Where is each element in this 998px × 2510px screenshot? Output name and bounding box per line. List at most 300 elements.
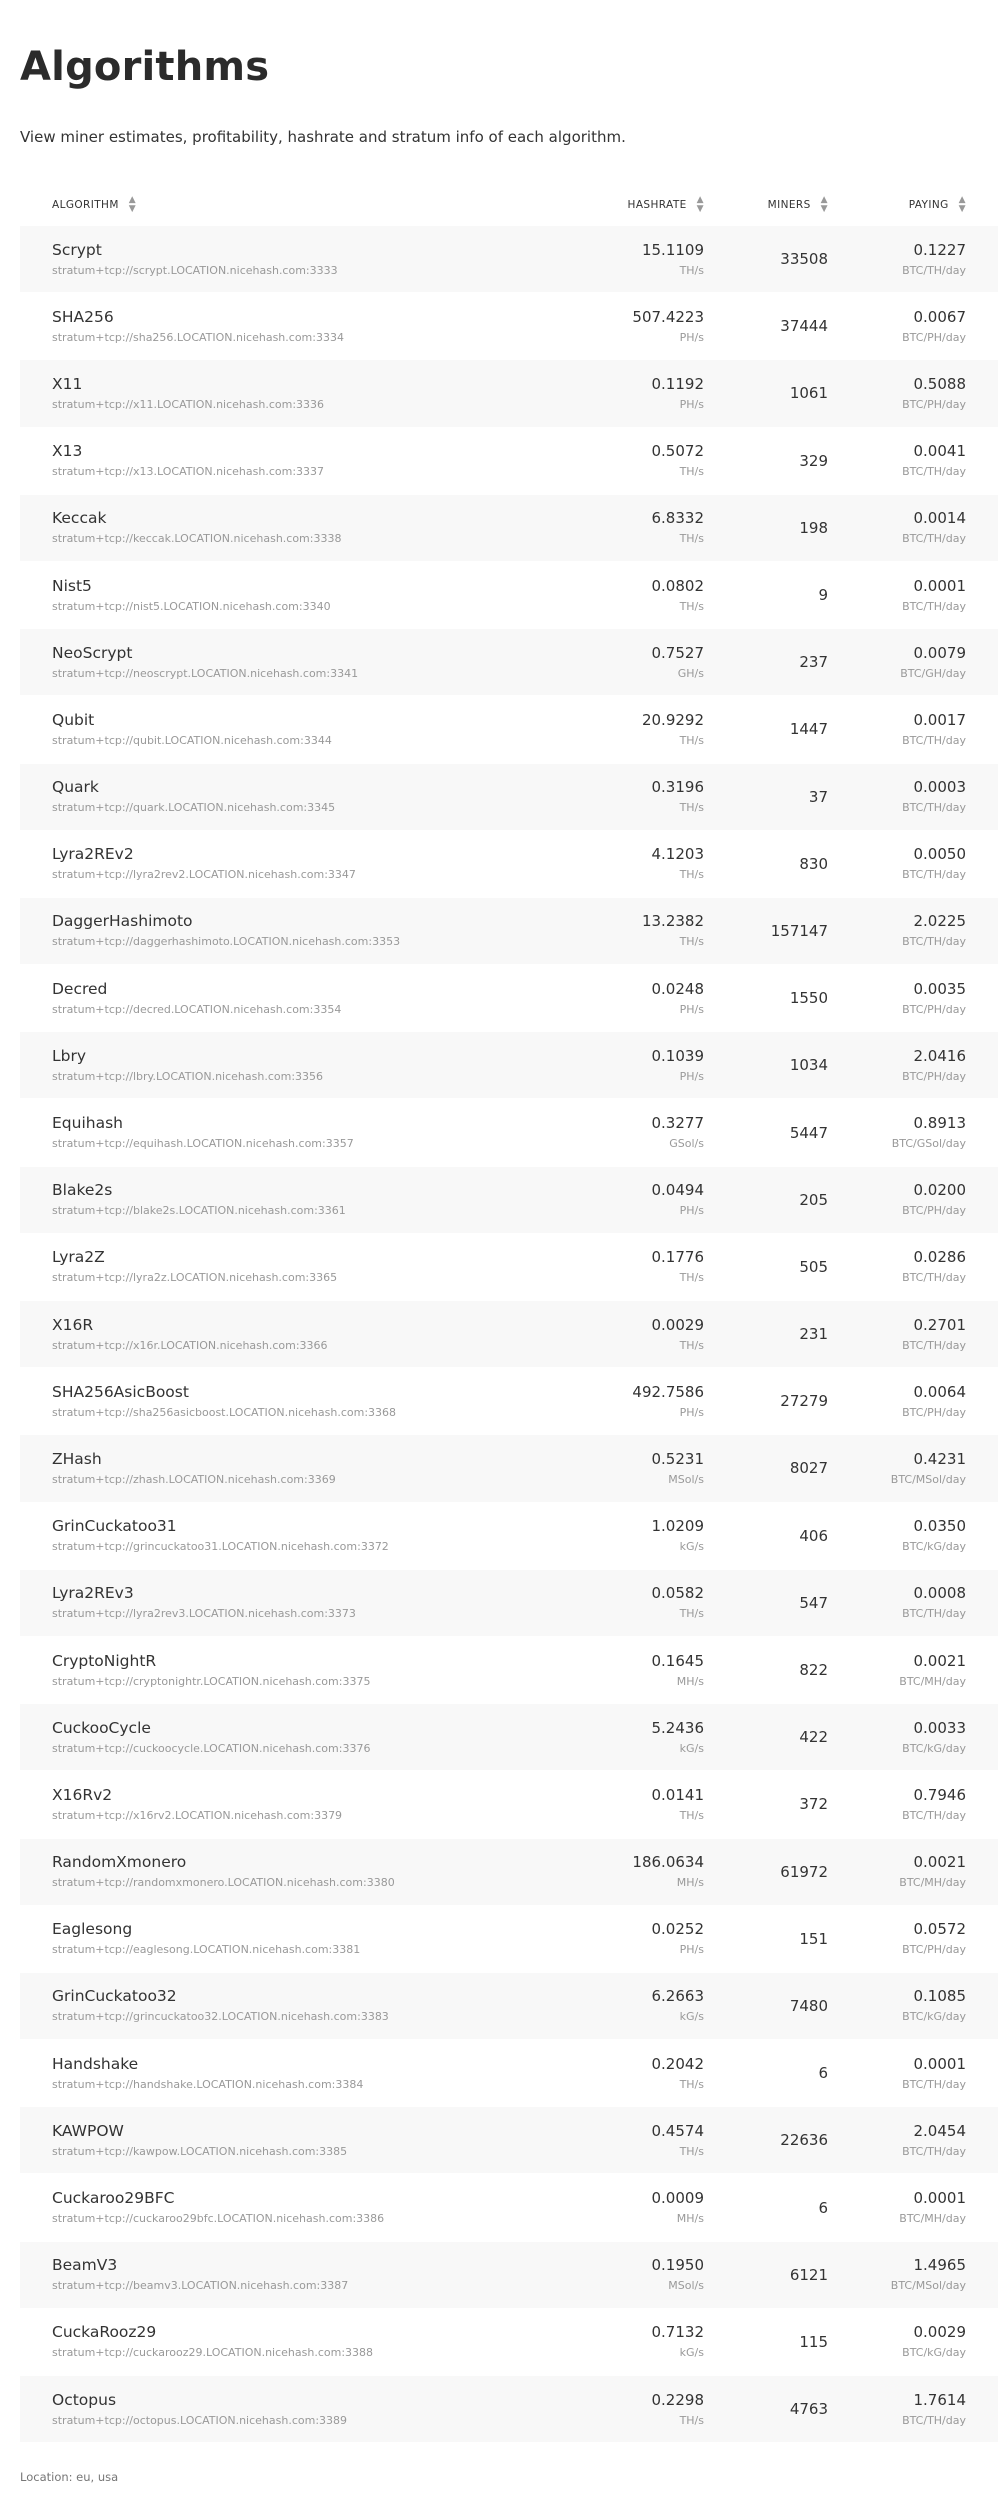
algorithm-name[interactable]: KAWPOW [52,2121,124,2140]
hashrate-value: 0.1645 [651,1651,704,1670]
stratum-url: stratum+tcp://blake2s.LOCATION.nicehash.com:3361 [52,1204,346,1218]
miners-value: 8027 [789,1459,828,1478]
paying-unit: BTC/kG/day [902,1540,966,1554]
stratum-url: stratum+tcp://grincuckatoo32.LOCATION.nicehash.com:3383 [52,2010,389,2024]
hashrate-unit: TH/s [679,1607,704,1621]
miners-value: 157147 [770,921,828,940]
miners-value: 22636 [780,2131,828,2150]
sort-arrows-icon[interactable]: ▲ ▼ [696,195,704,214]
hashrate-value: 0.0582 [651,1584,704,1603]
hashrate-cell [592,441,704,480]
hashrate-unit: TH/s [679,1271,704,1285]
paying-unit: BTC/TH/day [902,1271,966,1285]
miners-cell [704,250,828,268]
hashrate-unit: TH/s [679,1338,704,1352]
column-header-paying[interactable] [828,196,966,214]
miners-cell [704,452,828,470]
hashrate-cell [592,2255,704,2294]
table-row[interactable] [20,1435,998,1502]
paying-value: 0.4231 [913,1449,966,1468]
miners-cell [704,788,828,806]
column-header-hashrate[interactable] [592,196,704,214]
algorithm-name[interactable]: Blake2s [52,1181,113,1200]
miners-value: 115 [799,2332,828,2351]
algorithm-cell [20,1516,592,1555]
paying-cell [828,979,966,1018]
paying-cell [828,1247,966,1286]
hashrate-cell [592,1180,704,1219]
miners-cell [704,1056,828,1074]
algorithm-cell [20,1919,592,1958]
miners-cell [704,1191,828,1209]
miners-cell [704,1661,828,1679]
algorithm-name[interactable]: Lyra2Z [52,1248,105,1267]
hashrate-cell [592,1718,704,1757]
paying-cell [828,2322,966,2361]
hashrate-cell [592,1583,704,1622]
hashrate-value: 0.0252 [651,1920,704,1939]
algorithm-name[interactable]: Octopus [52,2390,117,2409]
table-row[interactable] [20,1167,998,1234]
miners-value: 237 [799,653,828,672]
algorithm-cell [20,1247,592,1286]
paying-cell [828,1583,966,1622]
column-header-algorithm[interactable] [20,196,592,214]
paying-cell [828,374,966,413]
paying-cell [828,1382,966,1421]
paying-cell [828,844,966,883]
stratum-url: stratum+tcp://eaglesong.LOCATION.nicehash.com:3381 [52,1943,361,1957]
algorithm-name[interactable]: Equihash [52,1114,123,1133]
algorithm-cell [20,1113,592,1152]
paying-cell [828,307,966,346]
paying-cell [828,1785,966,1824]
table-row[interactable] [20,1301,998,1368]
paying-unit: BTC/TH/day [902,1338,966,1352]
miners-value: 7480 [789,1996,828,2015]
algorithm-name[interactable]: CuckaRooz29 [52,2323,157,2342]
miners-cell [704,989,828,1007]
table-row[interactable] [20,2242,998,2309]
table-row[interactable] [20,360,998,427]
algorithm-name[interactable]: X13 [52,442,83,461]
table-row[interactable] [20,226,998,293]
table-row[interactable] [20,1234,998,1301]
algorithm-name[interactable]: Eaglesong [52,1920,133,1939]
algorithm-name[interactable]: GrinCuckatoo32 [52,1987,177,2006]
miners-cell [704,2266,828,2284]
paying-unit: BTC/PH/day [902,1943,966,1957]
hashrate-value: 0.2298 [651,2390,704,2409]
hashrate-value: 0.1950 [651,2256,704,2275]
miners-value: 9 [818,586,828,605]
hashrate-cell [592,1315,704,1354]
hashrate-cell [592,2054,704,2093]
miners-value: 5447 [789,1123,828,1142]
paying-value: 2.0454 [913,2121,966,2140]
sort-arrows-icon[interactable]: ▲ ▼ [958,195,966,214]
stratum-url: stratum+tcp://cuckaroo29bfc.LOCATION.nicehash.com:3386 [52,2212,385,2226]
hashrate-unit: MH/s [676,1876,704,1890]
paying-value: 0.0041 [913,442,966,461]
algorithm-name[interactable]: Keccak [52,509,107,528]
miners-value: 6 [818,2198,828,2217]
column-header-label: PAYING [908,199,949,211]
hashrate-value: 13.2382 [641,912,704,931]
table-row[interactable] [20,293,998,360]
paying-unit: BTC/TH/day [902,599,966,613]
stratum-url: stratum+tcp://quark.LOCATION.nicehash.com:3345 [52,801,336,815]
algorithm-cell [20,1651,592,1690]
table-row[interactable] [20,2376,998,2443]
stratum-url: stratum+tcp://kawpow.LOCATION.nicehash.com:3385 [52,2144,348,2158]
paying-cell [828,1919,966,1958]
algorithm-cell [20,441,592,480]
miners-cell [704,317,828,335]
hashrate-unit: MSol/s [668,1472,704,1486]
paying-cell [828,777,966,816]
sort-arrows-icon[interactable]: ▲ ▼ [820,195,828,214]
paying-value: 1.4965 [913,2256,966,2275]
paying-value: 2.0416 [913,1046,966,1065]
hashrate-cell [592,240,704,279]
algorithm-cell [20,1180,592,1219]
stratum-url: stratum+tcp://scrypt.LOCATION.nicehash.com:3333 [52,263,338,277]
hashrate-cell [592,1651,704,1690]
hashrate-cell [592,1986,704,2025]
hashrate-unit: TH/s [679,2144,704,2158]
hashrate-unit: PH/s [679,1069,704,1083]
table-row[interactable] [20,1906,998,1973]
paying-cell [828,1718,966,1757]
column-header-label: ALGORITHM [52,199,119,211]
table-row[interactable] [20,898,998,965]
hashrate-value: 0.0029 [651,1315,704,1334]
paying-cell [828,441,966,480]
hashrate-cell [592,374,704,413]
hashrate-value: 0.5231 [651,1449,704,1468]
miners-cell [704,384,828,402]
hashrate-cell [592,2121,704,2160]
miners-value: 372 [799,1795,828,1814]
table-row[interactable] [20,1704,998,1771]
hashrate-unit: TH/s [679,733,704,747]
algorithm-name[interactable]: NeoScrypt [52,643,133,662]
hashrate-cell [592,508,704,547]
table-row[interactable] [20,562,998,629]
miners-cell [704,653,828,671]
algorithm-name[interactable]: Cuckaroo29BFC [52,2189,175,2208]
stratum-url: stratum+tcp://lbry.LOCATION.nicehash.com:3356 [52,1069,324,1083]
paying-value: 1.7614 [913,2390,966,2409]
hashrate-unit: MSol/s [668,2279,704,2293]
hashrate-cell [592,1113,704,1152]
stratum-url: stratum+tcp://x13.LOCATION.nicehash.com:3337 [52,465,325,479]
algorithm-name[interactable]: BeamV3 [52,2256,118,2275]
algorithm-cell [20,979,592,1018]
miners-cell [704,2199,828,2217]
column-header-label: MINERS [767,199,811,211]
paying-value: 0.1227 [913,240,966,259]
hashrate-cell [592,307,704,346]
hashrate-cell [592,710,704,749]
miners-value: 505 [799,1257,828,1276]
algorithm-name[interactable]: GrinCuckatoo31 [52,1517,177,1536]
paying-cell [828,643,966,682]
hashrate-unit: GH/s [677,666,704,680]
hashrate-cell [592,1852,704,1891]
hashrate-value: 0.0248 [651,979,704,998]
paying-value: 0.0029 [913,2323,966,2342]
table-row[interactable] [20,2174,998,2241]
hashrate-cell [592,643,704,682]
miners-value: 422 [799,1728,828,1747]
table-row[interactable] [20,1032,998,1099]
algorithm-cell [20,2054,592,2093]
paying-unit: BTC/PH/day [902,1204,966,1218]
hashrate-value: 0.3277 [651,1114,704,1133]
paying-cell [828,1113,966,1152]
paying-unit: BTC/MH/day [899,1674,966,1688]
miners-cell [704,1392,828,1410]
hashrate-value: 0.0802 [651,576,704,595]
algorithm-cell [20,1583,592,1622]
hashrate-value: 0.4574 [651,2121,704,2140]
paying-cell [828,508,966,547]
table-row[interactable] [20,1637,998,1704]
hashrate-unit: TH/s [679,1808,704,1822]
paying-value: 0.0200 [913,1181,966,1200]
column-header-miners[interactable] [704,196,828,214]
stratum-url: stratum+tcp://octopus.LOCATION.nicehash.com:3389 [52,2413,348,2427]
paying-unit: BTC/TH/day [902,532,966,546]
table-row[interactable] [20,1839,998,1906]
paying-unit: BTC/kG/day [902,2010,966,2024]
paying-unit: BTC/MSol/day [890,2279,966,2293]
stratum-url: stratum+tcp://randomxmonero.LOCATION.nicehash.com:3380 [52,1876,395,1890]
miners-cell [704,1863,828,1881]
paying-value: 0.0067 [913,307,966,326]
table-row[interactable] [20,1973,998,2040]
algorithms-table [20,184,998,2443]
paying-unit: BTC/MSol/day [890,1472,966,1486]
paying-cell [828,240,966,279]
table-body [20,226,998,2443]
hashrate-unit: PH/s [679,1002,704,1016]
table-row[interactable] [20,629,998,696]
hashrate-unit: TH/s [679,532,704,546]
algorithm-cell [20,2255,592,2294]
miners-cell [704,922,828,940]
algorithm-name[interactable]: Decred [52,979,108,998]
table-row[interactable] [20,696,998,763]
paying-value: 0.0572 [913,1920,966,1939]
miners-cell [704,1527,828,1545]
paying-value: 0.0021 [913,1853,966,1872]
paying-value: 0.5088 [913,374,966,393]
algorithm-cell [20,508,592,547]
paying-value: 0.0001 [913,2054,966,2073]
paying-cell [828,2255,966,2294]
miners-value: 205 [799,1190,828,1209]
algorithm-name[interactable]: X16Rv2 [52,1785,113,1804]
miners-cell [704,1795,828,1813]
algorithm-name[interactable]: Lbry [52,1046,87,1065]
paying-unit: BTC/GH/day [900,666,966,680]
algorithm-cell [20,1785,592,1824]
paying-unit: BTC/TH/day [902,1607,966,1621]
hashrate-cell [592,1516,704,1555]
paying-unit: BTC/TH/day [902,2413,966,2427]
paying-cell [828,1651,966,1690]
hashrate-value: 507.4223 [632,307,704,326]
paying-cell [828,2188,966,2227]
paying-cell [828,2121,966,2160]
algorithm-name[interactable]: Quark [52,778,99,797]
miners-cell [704,1124,828,1142]
hashrate-cell [592,777,704,816]
table-row[interactable] [20,1503,998,1570]
table-row[interactable] [20,831,998,898]
paying-unit: BTC/PH/day [902,1069,966,1083]
paying-value: 0.0021 [913,1651,966,1670]
hashrate-unit: TH/s [679,465,704,479]
hashrate-cell [592,2390,704,2429]
paying-cell [828,1315,966,1354]
algorithm-cell [20,1046,592,1085]
algorithm-name[interactable]: RandomXmonero [52,1853,187,1872]
algorithm-name[interactable]: CryptoNightR [52,1651,157,1670]
stratum-url: stratum+tcp://nist5.LOCATION.nicehash.com:3340 [52,599,331,613]
paying-unit: BTC/TH/day [902,733,966,747]
algorithm-name[interactable]: Scrypt [52,240,102,259]
paying-unit: BTC/TH/day [902,465,966,479]
table-row[interactable] [20,2107,998,2174]
hashrate-cell [592,1046,704,1085]
stratum-url: stratum+tcp://qubit.LOCATION.nicehash.com:3344 [52,733,332,747]
hashrate-cell [592,1785,704,1824]
miners-cell [704,519,828,537]
paying-value: 0.7946 [913,1785,966,1804]
algorithm-cell [20,1986,592,2025]
miners-cell [704,1459,828,1477]
miners-cell [704,2064,828,2082]
paying-cell [828,710,966,749]
table-row[interactable] [20,2309,998,2376]
algorithm-name[interactable]: Lyra2REv3 [52,1584,134,1603]
algorithm-name[interactable]: Nist5 [52,576,92,595]
paying-value: 0.0035 [913,979,966,998]
algorithm-cell [20,1852,592,1891]
algorithm-name[interactable]: CuckooCycle [52,1718,151,1737]
miners-value: 822 [799,1661,828,1680]
algorithm-cell [20,911,592,950]
paying-value: 0.0001 [913,2189,966,2208]
algorithm-cell [20,240,592,279]
stratum-url: stratum+tcp://sha256asicboost.LOCATION.nicehash.com:3368 [52,1405,397,1419]
algorithm-name[interactable]: Handshake [52,2054,139,2073]
stratum-url: stratum+tcp://lyra2rev2.LOCATION.nicehash.com:3347 [52,868,356,882]
hashrate-value: 6.2663 [651,1987,704,2006]
stratum-url: stratum+tcp://beamv3.LOCATION.nicehash.com:3387 [52,2279,349,2293]
table-row[interactable] [20,1099,998,1166]
miners-value: 4763 [789,2400,828,2419]
hashrate-value: 4.1203 [651,845,704,864]
hashrate-unit: PH/s [679,330,704,344]
miners-cell [704,1930,828,1948]
table-row[interactable] [20,1771,998,1838]
miners-cell [704,1325,828,1343]
table-row[interactable] [20,1570,998,1637]
hashrate-value: 0.0494 [651,1181,704,1200]
paying-value: 0.0050 [913,845,966,864]
hashrate-value: 0.0009 [651,2189,704,2208]
paying-value: 0.0079 [913,643,966,662]
algorithm-name[interactable]: SHA256AsicBoost [52,1382,189,1401]
hashrate-unit: TH/s [679,2077,704,2091]
hashrate-unit: TH/s [679,263,704,277]
miners-value: 61972 [780,1862,828,1881]
algorithm-name[interactable]: SHA256 [52,307,114,326]
sort-arrows-icon[interactable]: ▲ ▼ [128,195,137,214]
miners-cell [704,586,828,604]
stratum-url: stratum+tcp://sha256.LOCATION.nicehash.com:3334 [52,330,344,344]
paying-unit: BTC/TH/day [902,263,966,277]
hashrate-cell [592,1382,704,1421]
table-row[interactable] [20,965,998,1032]
hashrate-unit: TH/s [679,2413,704,2427]
stratum-url: stratum+tcp://equihash.LOCATION.nicehash.com:3357 [52,1137,354,1151]
paying-value: 0.0001 [913,576,966,595]
hashrate-unit: TH/s [679,868,704,882]
algorithm-cell [20,1718,592,1757]
table-row[interactable] [20,1368,998,1435]
algorithm-name[interactable]: ZHash [52,1449,102,1468]
miners-value: 406 [799,1526,828,1545]
paying-value: 0.0064 [913,1382,966,1401]
paying-cell [828,911,966,950]
paying-value: 0.0003 [913,778,966,797]
hashrate-unit: PH/s [679,1405,704,1419]
miners-value: 198 [799,518,828,537]
algorithm-name[interactable]: DaggerHashimoto [52,912,193,931]
miners-cell [704,2400,828,2418]
algorithm-name[interactable]: X11 [52,374,83,393]
algorithm-name[interactable]: X16R [52,1315,94,1334]
hashrate-unit: kG/s [679,1741,704,1755]
hashrate-value: 6.8332 [651,509,704,528]
table-row[interactable] [20,2040,998,2107]
algorithm-name[interactable]: Lyra2REv2 [52,845,134,864]
hashrate-cell [592,576,704,615]
stratum-url: stratum+tcp://zhash.LOCATION.nicehash.com:3369 [52,1472,336,1486]
miners-value: 151 [799,1929,828,1948]
hashrate-value: 0.1192 [651,374,704,393]
table-row[interactable] [20,428,998,495]
table-row[interactable] [20,764,998,831]
paying-cell [828,2390,966,2429]
miners-value: 1061 [789,384,828,403]
algorithm-name[interactable]: Qubit [52,710,95,729]
hashrate-value: 15.1109 [641,240,704,259]
algorithm-cell [20,844,592,883]
miners-value: 33508 [780,250,828,269]
hashrate-cell [592,844,704,883]
hashrate-value: 0.1039 [651,1046,704,1065]
table-row[interactable] [20,495,998,562]
hashrate-unit: MH/s [676,1674,704,1688]
hashrate-unit: PH/s [679,1204,704,1218]
